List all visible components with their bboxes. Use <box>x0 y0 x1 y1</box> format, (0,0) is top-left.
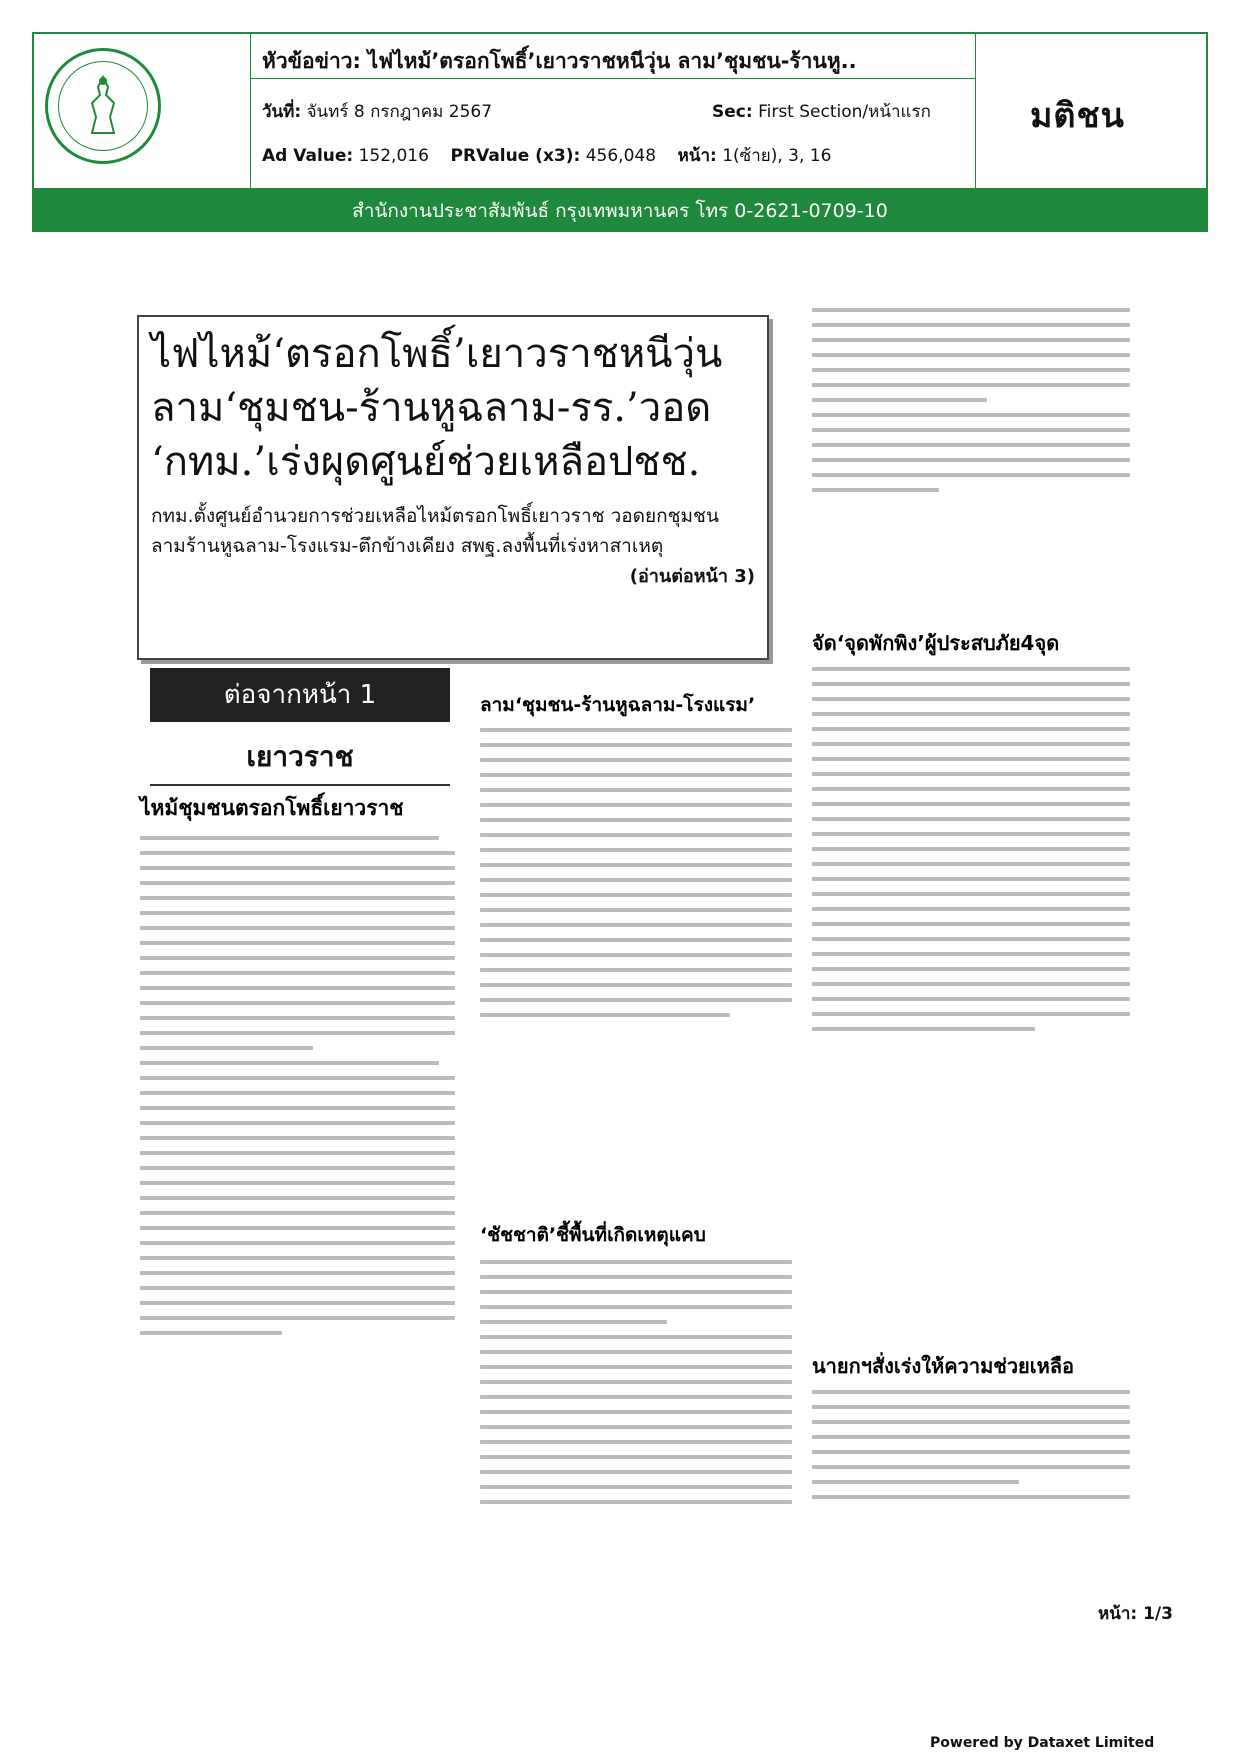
sec-value: First Section/หน้าแรก <box>758 102 931 122</box>
column-heading: ไหม้ชุมชนตรอกโพธิ์เยาวราช <box>140 796 404 820</box>
ad-value: 152,016 <box>358 146 429 166</box>
date-row <box>262 98 492 125</box>
header-divider <box>975 34 976 188</box>
header-rule <box>250 78 975 79</box>
section-rule <box>150 784 450 786</box>
subheadline: กทม.ตั้งศูนย์อำนวยการช่วยเหลือไหม้ตรอกโพธิ์เยาวราช วอดยกชุมชน ลามร้านหูฉลาม-โรงแรม-ตึกข้างเคียง สพฐ.ลงพื้นที่เร่งหาสาเหตุ <box>151 505 719 557</box>
article-column <box>812 657 1130 1042</box>
date-label: วันที่: <box>262 102 302 122</box>
headline-line: ‘กทม.’เร่งผุดศูนย์ช่วยเหลือปชช. <box>151 439 701 485</box>
article-column <box>480 718 792 1028</box>
headline-label: หัวข้อข่าว: <box>262 49 361 73</box>
article-column <box>140 826 455 1346</box>
pr-value: 456,048 <box>585 146 657 166</box>
agency-bar: สำนักงานประชาสัมพันธ์ กรุงเทพมหานคร โทร 0-2621-0709-10 <box>32 190 1208 232</box>
column-heading: จัด‘จุดพักพิง’ผู้ประสบภัย4จุด <box>812 631 1060 655</box>
continued-note: (อ่านต่อหน้า 3) <box>629 566 755 587</box>
article-column <box>812 298 1130 503</box>
headline-value: ไฟไหม้’ตรอกโพธิ์’เยาวราชหนีวุ่น ลาม’ชุมชน-ร้านหู.. <box>367 49 857 73</box>
sec-row <box>712 98 931 125</box>
article-column <box>480 1250 792 1515</box>
page-value: 1(ซ้าย), 3, 16 <box>722 146 832 166</box>
header-divider <box>250 34 251 188</box>
section-heading: เยาวราช <box>246 740 354 773</box>
headline-line: ลาม‘ชุมชน-ร้านหูฉลาม-รร.’วอด <box>151 385 712 431</box>
page-indicator: หน้า: 1/3 <box>1098 1604 1173 1624</box>
publisher-logo: มติชน <box>1030 96 1125 136</box>
powered-by: Powered by Dataxet Limited <box>930 1735 1155 1751</box>
continued-from-label: ต่อจากหน้า 1 <box>150 668 450 722</box>
seal-figure-icon <box>78 73 128 139</box>
page-label: หน้า: <box>677 146 717 166</box>
pr-value-label: PRValue (x3): <box>450 146 581 166</box>
sec-label: Sec: <box>712 102 753 122</box>
value-row <box>262 142 831 169</box>
column-heading: ลาม‘ชุมชน-ร้านหูฉลาม-โรงแรม’ <box>480 694 756 716</box>
date-value: จันทร์ 8 กรกฎาคม 2567 <box>306 102 493 122</box>
headline-line: ไฟไหม้‘ตรอกโพธิ์’เยาวราชหนีวุ่น <box>151 331 723 377</box>
ad-value-label: Ad Value: <box>262 146 354 166</box>
headline-box <box>137 315 769 660</box>
column-heading: ‘ชัชชาติ’ชี้พื้นที่เกิดเหตุแคบ <box>480 1224 706 1246</box>
article-column <box>812 1380 1130 1510</box>
headline-row <box>262 45 857 78</box>
bangkok-seal-icon <box>45 48 161 164</box>
column-heading: นายกฯสั่งเร่งให้ความช่วยเหลือ <box>812 1354 1075 1378</box>
